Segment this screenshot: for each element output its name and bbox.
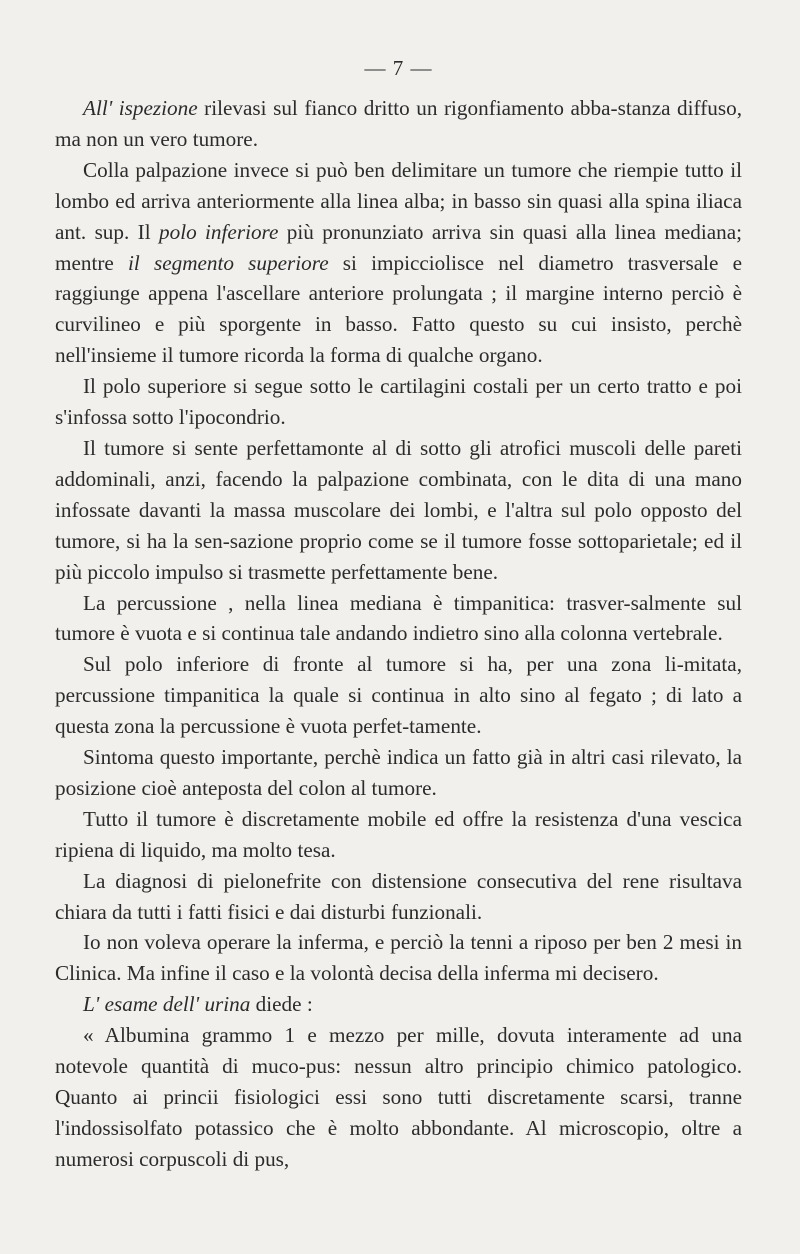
italic-term-segmento-superiore: il segmento superiore: [128, 250, 329, 275]
paragraph-text: rilevasi sul fianco dritto un rigonfiamento abba-stanza diffuso, ma non un vero tumore.: [55, 96, 742, 151]
paragraph-text: Colla palpazione invece si può ben delimitare un tumore che riempie tutto il lombo ed arriva anteriormente alla linea alba; in basso sin quasi alla spina iliaca ant. sup. Il: [55, 157, 742, 244]
paragraph-urine-exam: [55, 989, 742, 1020]
page-number: — 7 —: [364, 56, 433, 80]
italic-term-polo-inferiore: polo inferiore: [159, 219, 279, 244]
paragraph-tumor-feel: Il tumore si sente perfettamonte al di sotto gli atrofici muscoli delle pareti addominali, anzi, facendo la palpazione combinata, con le dita di una mano infossate davanti la massa muscolare dei lombi, e l'altra sul polo opposto del tumore, si ha la sen-sazione proprio come se il tumore fosse sottoparietale; ed il più piccolo impulso si trasmette perfettamente bene.: [55, 435, 742, 584]
paragraph-urine-results: « Albumina grammo 1 e mezzo per mille, dovuta interamente ad una notevole quantità di muco-pus: nessun altro principio chimico patologico. Quanto ai princii fisiologici essi sono tutti discretamente scarsi, tranne l'indossisolfato potassico che è molto abbondante. Al microscopio, oltre a numerosi corpuscoli di pus,: [55, 1023, 742, 1171]
paragraph-lower-pole: Sul polo inferiore di fronte al tumore si ha, per una zona li-mitata, percussione timpanitica la quale si continua in alto sino al fegato ; di lato a questa zona la percussione è vuota perfet-tamente.: [55, 652, 742, 739]
paragraph-decision: Io non voleva operare la inferma, e perciò la tenni a riposo per ben 2 mesi in Clinica. Ma infine il caso e la volontà decisa della inferma mi decisero.: [55, 930, 742, 986]
italic-heading-urine: L' esame dell' urina: [83, 992, 251, 1017]
paragraph-percussion: La percussione , nella linea mediana è timpanitica: trasver-salmente sul tumore è vuota e si continua tale andando indietro sino alla colonna vertebrale.: [55, 590, 742, 646]
paragraph-text: più pronunziato arriva sin quasi alla linea mediana; mentre: [55, 219, 743, 275]
paragraph-text: si impicciolisce nel diametro trasversale e raggiunge appena l'ascellare anteriore prolungata ; il margine interno perciò è curvilineo e più sporgente in basso. Fatto questo su cui insisto, perchè nell'insieme il tumore ricorda la forma di qualche organo.: [55, 250, 742, 368]
paragraph-palpation: [55, 155, 742, 371]
paragraph-symptom: Sintoma questo importante, perchè indica un fatto già in altri casi rilevato, la posizione cioè anteposta del colon al tumore.: [55, 745, 742, 800]
italic-heading-inspection: All' ispezione: [83, 96, 198, 120]
paragraph-mobility: Tutto il tumore è discretamente mobile ed offre la resistenza d'una vescica ripiena di liquido, ma molto tesa.: [55, 806, 742, 862]
paragraph-text: diede :: [250, 992, 313, 1017]
body-text: [55, 93, 742, 1175]
paragraph-diagnosis: La diagnosi di pielonefrite con distensione consecutiva del rene risultava chiara da tutti i fatti fisici e dai disturbi funzionali.: [55, 868, 742, 924]
paragraph-upper-pole: Il polo superiore si segue sotto le cartilagini costali per un certo tratto e poi s'infossa sotto l'ipocondrio.: [55, 374, 742, 430]
paragraph-inspection: [55, 93, 742, 155]
